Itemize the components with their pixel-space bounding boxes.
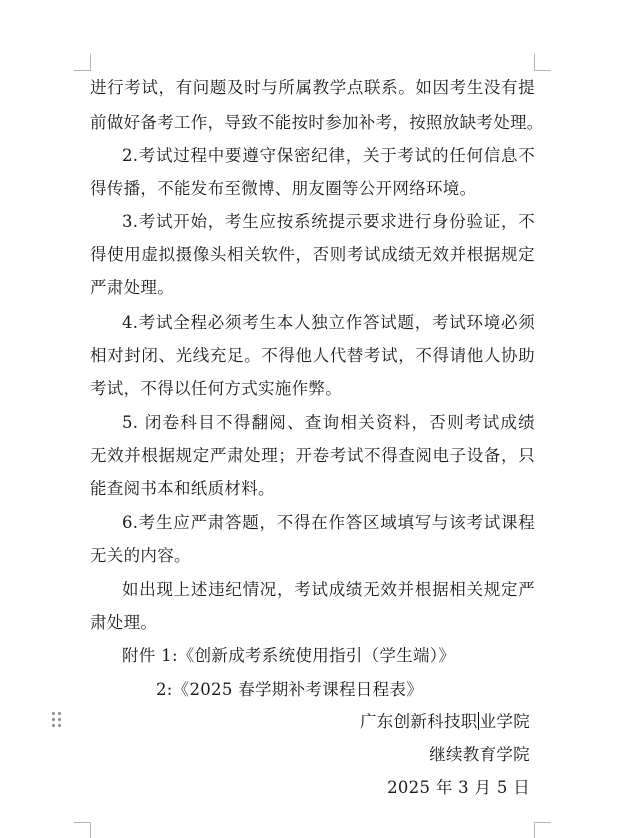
- paragraph-line[interactable]: 无关的内容。: [90, 546, 191, 565]
- paragraph-line[interactable]: 肃处理。: [90, 613, 158, 632]
- paragraph-line[interactable]: 进行考试，有问题及时与所属教学点联系。如因考生没有提: [90, 78, 535, 97]
- org-text-before-cursor: 广东创新科技职: [359, 712, 478, 731]
- crop-mark-top-left: [74, 54, 91, 71]
- paragraph-line[interactable]: 4.考试全程必须考生本人独立作答试题，考试环境必须: [122, 313, 535, 332]
- paragraph-line[interactable]: 2.考试过程中要遵守保密纪律，关于考试的任何信息不: [122, 146, 535, 165]
- paragraph-line[interactable]: 6.考生应严肃答题，不得在作答区域填写与该考试课程: [122, 513, 535, 532]
- attachment-line[interactable]: 附件 1:《创新成考系统使用指引（学生端）》: [122, 646, 456, 665]
- paragraph-line[interactable]: 得传播，不能发布至微博、朋友圈等公开网络环境。: [90, 179, 477, 198]
- paragraph-line[interactable]: 能查阅书本和纸质材料。: [90, 479, 275, 498]
- paragraph-line[interactable]: 5. 闭卷科目不得翻阅、查询相关资料，否则考试成绩: [122, 413, 535, 432]
- signature-date[interactable]: 2025 年 3 月 5 日: [387, 778, 530, 797]
- paragraph-line[interactable]: 如出现上述违纪情况，考试成绩无效并根据相关规定严: [122, 580, 535, 599]
- signature-organization[interactable]: [90, 711, 530, 733]
- drag-handle-icon[interactable]: [52, 712, 62, 728]
- paragraph-line[interactable]: 严肃处理。: [90, 278, 174, 297]
- paragraph-line[interactable]: 得使用虚拟摄像头相关软件，否则考试成绩无效并根据规定: [90, 245, 535, 264]
- org-text-after-cursor: 业学院: [479, 712, 530, 731]
- paragraph-line[interactable]: 前做好备考工作，导致不能按时参加补考，按照放缺考处理。: [90, 113, 544, 132]
- paragraph-line[interactable]: 考试，不得以任何方式实施作弊。: [90, 379, 342, 398]
- attachment-line[interactable]: 2:《2025 春学期补考课程日程表》: [156, 680, 423, 699]
- crop-mark-top-right: [534, 54, 551, 71]
- paragraph-line[interactable]: 3.考试开始，考生应按系统提示要求进行身份验证，不: [122, 212, 535, 231]
- paragraph-line[interactable]: 相对封闭、光线充足。不得他人代替考试，不得请他人协助: [90, 346, 535, 365]
- signature-department[interactable]: 继续教育学院: [429, 745, 530, 764]
- crop-mark-bottom-right: [534, 822, 551, 838]
- crop-mark-bottom-left: [74, 822, 91, 838]
- paragraph-line[interactable]: 无效并根据规定严肃处理；开卷考试不得查阅电子设备，只: [90, 446, 535, 465]
